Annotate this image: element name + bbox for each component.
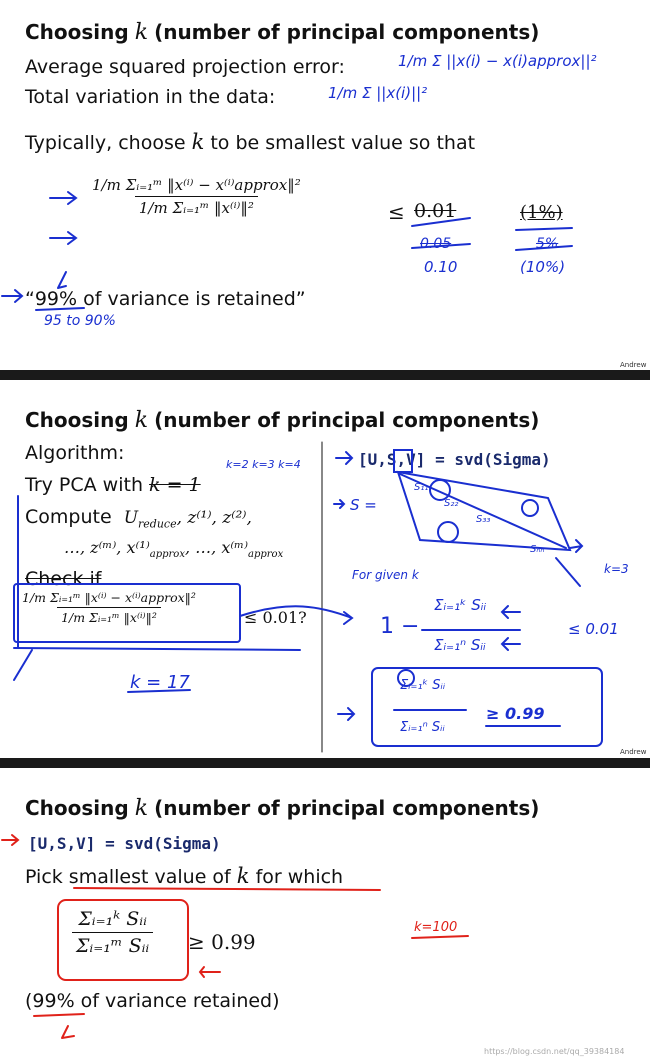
k-eq-1: k = 1: [149, 474, 201, 496]
le-symbol: ≤: [388, 200, 405, 224]
hand-s33: S₃₃: [476, 514, 491, 525]
variance-retained: (99% of variance retained): [25, 990, 280, 1012]
typically-text: Typically, choose: [25, 132, 186, 154]
check-numerator: 1/m Σᵢ₌₁ᵐ ‖x⁽ⁱ⁾ − x⁽ⁱ⁾approx‖²: [22, 590, 196, 605]
variance-retained-quote: “99% of variance is retained”: [25, 288, 306, 310]
hand-95-to-90: 95 to 90%: [44, 313, 116, 329]
slide-1: [0, 0, 650, 370]
watermark: https://blog.csdn.net/qq_39384184: [484, 1047, 625, 1056]
pick-text: Pick smallest value of: [25, 866, 231, 888]
compute-math-1: $U_{reduce}$, z⁽¹⁾, z⁽²⁾,: [123, 508, 252, 531]
title-k: k: [134, 20, 149, 45]
check-fraction: [18, 590, 200, 625]
ratio-fraction: [88, 176, 305, 217]
ratio-denominator: 1/m Σᵢ₌₁ᵐ ‖x⁽ⁱ⁾‖²: [135, 196, 258, 217]
threshold-value: 0.01: [414, 200, 457, 222]
hand-snn: Sₙₙ: [530, 544, 545, 555]
slide-3-title: [25, 796, 539, 821]
avg-projection-error-label: Average squared projection error:: [25, 56, 345, 78]
ge-099: ≥ 0.99: [188, 930, 256, 954]
title-rest: (number of principal components): [154, 20, 540, 44]
title-k: k: [134, 408, 149, 433]
for-which-text: for which: [255, 866, 344, 888]
slide-2: [0, 380, 650, 758]
compute-label: [25, 506, 252, 530]
title-choosing: Choosing: [25, 408, 129, 432]
hand-s22: S₂₂: [444, 498, 459, 509]
slide-2-title: [25, 408, 539, 433]
title-choosing: Choosing: [25, 20, 129, 44]
pick-smallest-line: [25, 864, 343, 888]
typically-choose-line: [25, 130, 475, 154]
title-rest: (number of principal components): [154, 408, 540, 432]
sv-ratio-denominator: Σᵢ₌₁ᵐ Sᵢᵢ: [72, 932, 153, 957]
hand-alt-10pct: (10%): [520, 258, 566, 276]
slide-divider-2: [0, 758, 650, 768]
hand-k100: k=100: [414, 920, 458, 935]
hand-avg-error-formula: 1/m Σ ||x(i) − x(i)approx||²: [398, 52, 597, 70]
hand-le-001: ≤ 0.01: [568, 620, 619, 638]
check-formula: [18, 590, 200, 625]
title-k: k: [134, 796, 149, 821]
algorithm-label: Algorithm:: [25, 442, 125, 464]
ratio-formula: [88, 176, 305, 217]
hand-alt-010: 0.10: [424, 258, 458, 276]
svd-call: [U,S,V] = svd(Sigma): [358, 450, 551, 469]
check-denominator: 1/m Σᵢ₌₁ᵐ ‖x⁽ⁱ⁾‖²: [57, 607, 161, 625]
hand-sum-k-box: Σᵢ₌₁ᵏ Sᵢᵢ: [400, 678, 446, 693]
hand-k3: k=3: [604, 562, 629, 576]
k-symbol: k: [236, 864, 250, 888]
slide-2-credit: Andrew: [620, 748, 647, 756]
hand-s11: S₁₁: [414, 482, 429, 493]
hand-one-minus: 1 −: [380, 614, 420, 639]
smallest-value-text: to be smallest value so that: [210, 132, 476, 154]
title-choosing: Choosing: [25, 796, 129, 820]
slide-1-credit: Andrew: [620, 361, 647, 369]
hand-alt-005: 0.05: [420, 236, 452, 252]
percent-value: (1%): [520, 202, 563, 223]
compute-math-line-2: …, z⁽ᵐ⁾, $x^{(1)}_{approx}$, …, $x^(ᵐ^)_{approx}$: [64, 538, 284, 561]
sv-ratio-fraction: [72, 908, 153, 957]
hand-alt-5pct: 5%: [536, 236, 559, 252]
hand-ge-099: ≥ 0.99: [486, 704, 545, 723]
hand-s-eq: S =: [350, 496, 377, 514]
k-symbol: k: [191, 130, 205, 154]
slide-1-title: [25, 20, 539, 45]
try-pca-label: [25, 474, 201, 496]
sv-ratio-formula: [72, 908, 153, 957]
total-variation-label: Total variation in the data:: [25, 86, 276, 108]
hand-k-values: k=2 k=3 k=4: [226, 458, 301, 471]
hand-for-given-k: For given k: [352, 568, 419, 582]
check-le: ≤ 0.01?: [244, 608, 307, 627]
hand-sum-n-box: Σᵢ₌₁ⁿ Sᵢᵢ: [400, 720, 445, 735]
hand-sum-n: Σᵢ₌₁ⁿ Sᵢᵢ: [434, 636, 486, 654]
ratio-numerator: 1/m Σᵢ₌₁ᵐ ‖x⁽ⁱ⁾ − x⁽ⁱ⁾approx‖²: [92, 176, 301, 194]
slide-divider-1: [0, 370, 650, 380]
svd-call: [U,S,V] = svd(Sigma): [28, 834, 221, 853]
slide-3: [0, 768, 650, 1061]
try-pca-text: Try PCA with: [25, 474, 143, 496]
sv-ratio-numerator: Σᵢ₌₁ᵏ Sᵢᵢ: [78, 908, 147, 930]
hand-k17: k = 17: [130, 672, 190, 693]
hand-total-variation-formula: 1/m Σ ||x(i)||²: [328, 84, 428, 102]
check-if-label: Check if: [25, 568, 102, 590]
compute-text: Compute: [25, 506, 112, 528]
hand-sum-k: Σᵢ₌₁ᵏ Sᵢᵢ: [434, 596, 487, 614]
title-rest: (number of principal components): [154, 796, 540, 820]
